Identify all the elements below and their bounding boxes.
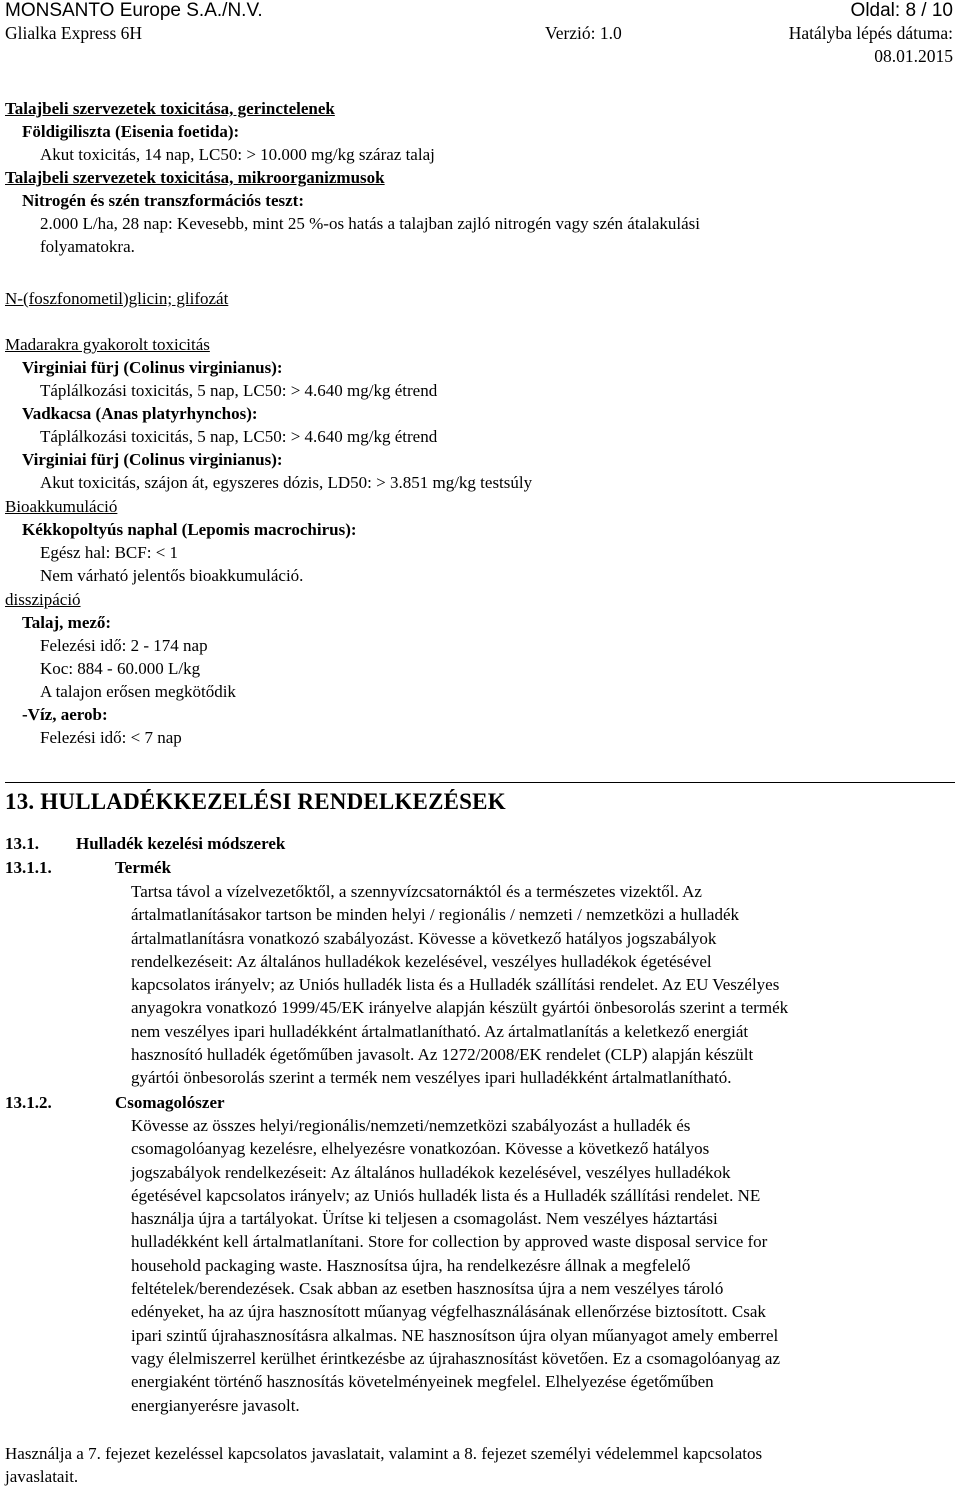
earthworm-species: Földigiliszta (Eisenia foetida):: [22, 122, 240, 141]
packaging-disposal-text: [131, 1114, 780, 1417]
section-13-title-text: 13. HULLADÉKKEZELÉSI RENDELKEZÉSEK: [5, 789, 506, 814]
nitrogen-carbon-result: 2.000 L/ha, 28 nap: Kevesebb, mint 25 %-os hatás a talajban zajló nitrogén vagy szén átalakulási: [40, 214, 700, 233]
water-half-life: Felezési idő: < 7 nap: [40, 728, 182, 747]
nitrogen-carbon-test: Nitrogén és szén transzformációs teszt:: [22, 191, 304, 210]
product-disposal-line: Tartsa távol a vízelvezetőktől, a szennyvízcsatornáktól és a természetes vizektől. Az: [131, 882, 702, 901]
substance-heading: N-(foszfonometil)glicin; glifozát: [5, 289, 229, 308]
subsection-13-1-2-number: 13.1.2.: [5, 1093, 52, 1112]
packaging-disposal-line: energianyerésre javasolt.: [131, 1395, 300, 1415]
product-disposal-line: rendelkezéseit: Az általános hulladékok kezelésével, veszélyes hulladékok égetésével: [131, 951, 712, 971]
soil-field-label: Talaj, mező:: [22, 613, 112, 632]
effective-date-label: Hatályba lépés dátuma:: [788, 23, 953, 43]
packaging-disposal-line: égetésével kapcsolatos irányelv; az Uniós hulladék lista és a Hulladék szállítási rendelet. NE: [131, 1185, 761, 1205]
company-name: MONSANTO Europe S.A./N.V.: [5, 0, 263, 21]
packaging-disposal-line: Kövesse az összes helyi/regionális/nemzeti/nemzetközi szabályozást a hulladék és: [131, 1116, 691, 1135]
water-aerobic-label: -Víz, aerob:: [22, 705, 108, 724]
bioaccumulation-note: Nem várható jelentős bioakkumuláció.: [40, 566, 304, 585]
packaging-disposal-line: vagy élelmiszerrel kerülhet érintkezésbe az újrahasznosítást követően. Ez a csomagolóanyag az: [131, 1348, 781, 1368]
packaging-disposal-line: jogszabályok rendelkezéseit: Az általános hulladékok kezelésével, veszélyes hulladékok: [131, 1162, 731, 1182]
version-label: Verzió: 1.0: [545, 23, 622, 43]
subsection-13-1-number: 13.1.: [5, 834, 39, 853]
section-13-footer-note: [5, 1442, 955, 1489]
bird-result-1: Táplálkozási toxicitás, 5 nap, LC50: > 4.640 mg/kg étrend: [40, 381, 438, 400]
soil-binding-note: A talajon erősen megkötődik: [40, 682, 236, 701]
bird-result-3: Akut toxicitás, szájon át, egyszeres dózis, LD50: > 3.851 mg/kg testsúly: [40, 473, 533, 492]
packaging-disposal-line: csomagolóanyag kezelésre, elhelyezésre vonatkozóan. Kövesse a következő hatályos: [131, 1139, 710, 1159]
product-disposal-line: kapcsolatos irányelv; az Uniós hulladék lista és a Hulladék szállítási rendelet. Az EU Veszélyes: [131, 975, 780, 995]
section-13-title: [5, 782, 955, 815]
packaging-disposal-line: feltételek/berendezések. Csak abban az esetben hasznosítsa újra a nem veszélyes tároló: [131, 1279, 724, 1299]
subsection-13-1-1-title: Termék: [115, 858, 172, 877]
bird-species-2: Vadkacsa (Anas platyrhynchos):: [22, 404, 258, 423]
packaging-disposal-line: household packaging waste. Hasznosítsa újra, ha rendelkezésre állnak a megfelelő: [131, 1255, 691, 1275]
fish-species: Kékkopoltyús naphal (Lepomis macrochirus):: [22, 520, 357, 539]
page-header: [5, 0, 955, 22]
product-disposal-text: [131, 880, 788, 1090]
product-disposal-line: gyártói önbesorolás szerint a termék nem veszélyes ipari hulladékként ártalmatlanítható.: [131, 1068, 732, 1088]
birds-toxicity-heading: Madarakra gyakorolt toxicitás: [5, 335, 210, 354]
bird-species-3: Virginiai fürj (Colinus virginianus):: [22, 450, 283, 469]
product-disposal-line: ártalmatlanításakor tartson be minden helyi / regionális / nemzeti / nemzetközi a hulladék: [131, 905, 740, 925]
product-disposal-line: ártalmatlanításra vonatkozó szabályozást. Kövesse a következő hatályos jogszabályok: [131, 928, 717, 948]
packaging-disposal-line: edényeket, ha az újra hasznosított műanyag végfelhasználásának ellenőrzése biztosított. Csak: [131, 1302, 766, 1322]
subsection-13-1-title: Hulladék kezelési módszerek: [76, 834, 286, 853]
page-number: Oldal: 8 / 10: [850, 0, 953, 21]
dissipation-heading: disszipáció: [5, 590, 81, 609]
bird-species-1: Virginiai fürj (Colinus virginianus):: [22, 358, 283, 377]
packaging-disposal-line: ipari szintű újrahasznosításra alkalmas. NE hasznosítson újra olyan műanyagot amely emberrel: [131, 1325, 779, 1345]
product-disposal-line: hasznosító hulladék égetőműben javasolt. Az 1272/2008/EK rendelet (CLP) alapján készült: [131, 1045, 754, 1065]
subsection-13-1-2-title: Csomagolószer: [115, 1093, 225, 1112]
footer-note-line: Használja a 7. fejezet kezeléssel kapcsolatos javaslatait, valamint a 8. fejezet személyi védelemmel kapcsolatos: [5, 1444, 763, 1463]
earthworm-result: Akut toxicitás, 14 nap, LC50: > 10.000 mg/kg száraz talaj: [40, 145, 435, 164]
footer-note-line: javaslatait.: [5, 1467, 79, 1487]
bioaccumulation-heading: Bioakkumuláció: [5, 497, 118, 516]
soil-invertebrates-heading: Talajbeli szervezetek toxicitása, gerinctelenek: [5, 99, 335, 118]
nitrogen-carbon-result-cont: folyamatokra.: [40, 237, 135, 256]
koc-value: Koc: 884 - 60.000 L/kg: [40, 659, 201, 678]
subsection-13-1-1-number: 13.1.1.: [5, 858, 52, 877]
packaging-disposal-line: energiaként történő hasznosítás követelményeinek megfelel. Elhelyezése égetőműben: [131, 1372, 714, 1392]
product-disposal-line: anyagokra vonatkozó 1999/45/EK irányelve alapján készült gyártói önbesorolás szerint a termék: [131, 998, 789, 1018]
fish-bcf: Egész hal: BCF: < 1: [40, 543, 179, 562]
page-subheader: [5, 22, 955, 68]
product-disposal-line: nem veszélyes ipari hulladékként ártalmatlanítható. Az ártalmatlanítás a keletkező energiát: [131, 1021, 749, 1041]
packaging-disposal-line: hulladékként kell ártalmatlanítani. Store for collection by approved waste disposal service for: [131, 1232, 768, 1252]
product-name: Glialka Express 6H: [5, 23, 143, 43]
packaging-disposal-line: használja újra a tartályokat. Ürítse ki teljesen a csomagolást. Nem veszélyes háztartási: [131, 1209, 718, 1229]
bird-result-2: Táplálkozási toxicitás, 5 nap, LC50: > 4.640 mg/kg étrend: [40, 427, 438, 446]
soil-half-life: Felezési idő: 2 - 174 nap: [40, 636, 208, 655]
soil-microorganisms-heading: Talajbeli szervezetek toxicitása, mikroorganizmusok: [5, 168, 385, 187]
effective-date: 08.01.2015: [874, 46, 953, 66]
